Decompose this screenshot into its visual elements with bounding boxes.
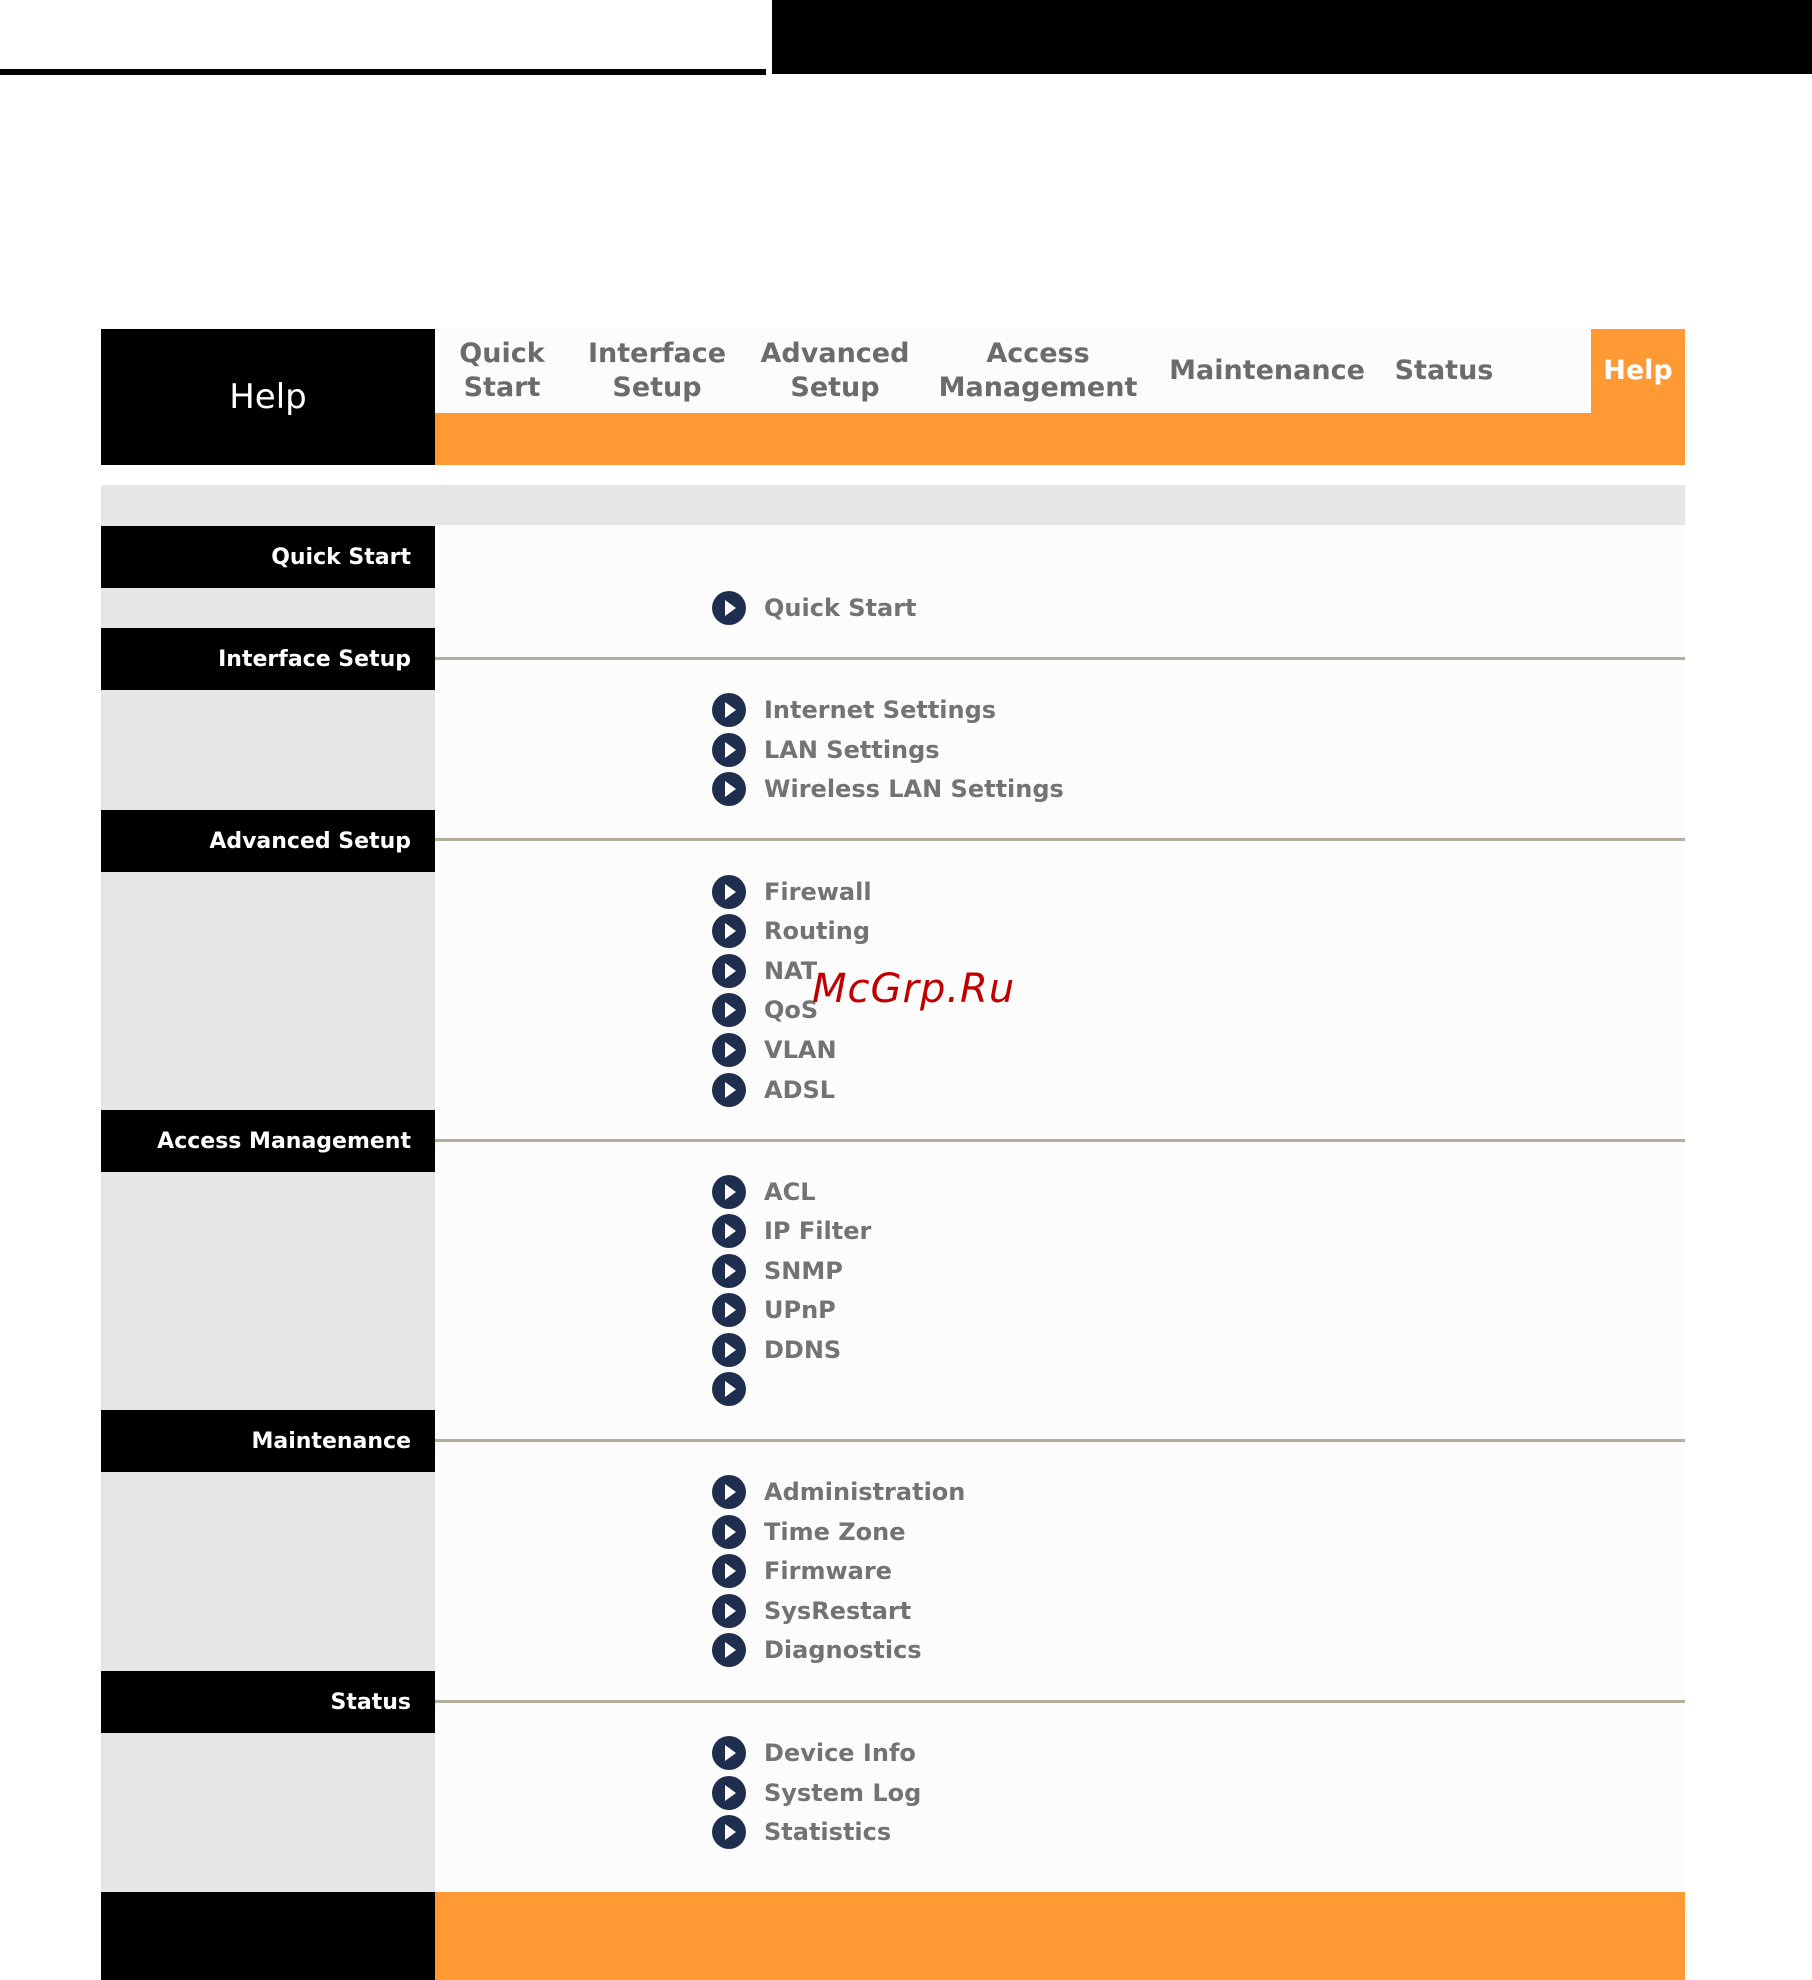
arrow-right-icon [712,1633,746,1667]
section-label-interface-setup: Interface Setup [101,628,435,690]
help-link-label: Firewall [764,878,872,906]
help-link-system-log[interactable] [712,1776,921,1810]
arrow-right-icon [712,733,746,767]
top-nav-subbar [435,413,1685,465]
help-link-label: LAN Settings [764,736,940,764]
help-link-firmware[interactable] [712,1554,892,1588]
help-link-device-info[interactable] [712,1736,916,1770]
help-link-label: QoS [764,996,819,1024]
help-link-unlabeled[interactable] [712,1372,764,1406]
arrow-right-icon [712,1372,746,1406]
content-area [435,525,1685,1892]
document-header-right [772,0,1812,74]
help-link-time-zone[interactable] [712,1515,906,1549]
tab-access-management[interactable]: Access Management [938,338,1138,403]
arrow-right-icon [712,1736,746,1770]
footer-bar [435,1892,1685,1980]
tab-quick-start[interactable]: Quick Start [459,338,545,403]
tab-interface-setup[interactable]: Interface Setup [587,338,727,403]
help-link-label: System Log [764,1779,922,1807]
arrow-right-icon [712,591,746,625]
help-link-label: UPnP [764,1296,836,1324]
help-link-label: Statistics [764,1818,892,1846]
help-link-label: Routing [764,917,871,945]
help-link-wireless-lan-settings[interactable] [712,772,1064,806]
help-link-label: Diagnostics [764,1636,922,1664]
arrow-right-icon [712,1815,746,1849]
help-link-routing[interactable] [712,914,870,948]
tab-help[interactable]: Help [1591,329,1685,413]
help-link-acl[interactable] [712,1175,815,1209]
help-link-label: Firmware [764,1557,892,1585]
arrow-right-icon [712,1033,746,1067]
arrow-right-icon [712,1475,746,1509]
help-link-vlan[interactable] [712,1033,837,1067]
help-link-nat[interactable] [712,954,817,988]
help-link-label: SNMP [764,1257,843,1285]
section-label-advanced-setup: Advanced Setup [101,810,435,872]
help-link-label: ADSL [764,1076,836,1104]
arrow-right-icon [712,1515,746,1549]
arrow-right-icon [712,954,746,988]
arrow-right-icon [712,693,746,727]
tab-status[interactable]: Status [1394,355,1494,386]
help-link-statistics[interactable] [712,1815,891,1849]
section-divider [435,1439,1685,1442]
help-link-label: VLAN [764,1036,837,1064]
section-divider [435,1700,1685,1703]
section-label-maintenance: Maintenance [101,1410,435,1472]
arrow-right-icon [712,1554,746,1588]
arrow-right-icon [712,1594,746,1628]
help-link-upnp[interactable] [712,1293,836,1327]
arrow-right-icon [712,1175,746,1209]
document-header-left [0,0,766,75]
arrow-right-icon [712,772,746,806]
arrow-right-icon [712,1214,746,1248]
help-link-internet-settings[interactable] [712,693,996,727]
help-link-quick-start[interactable] [712,591,917,625]
section-divider [435,657,1685,660]
page-title: Help [229,377,307,417]
help-link-adsl[interactable] [712,1073,835,1107]
section-label-access-management: Access Management [101,1110,435,1172]
arrow-right-icon [712,914,746,948]
help-link-ddns[interactable] [712,1333,841,1367]
help-link-label: IP Filter [764,1217,872,1245]
content-top-strip [101,485,1685,525]
section-label-quick-start: Quick Start [101,526,435,588]
arrow-right-icon [712,1333,746,1367]
help-link-diagnostics[interactable] [712,1633,922,1667]
help-link-snmp[interactable] [712,1254,843,1288]
arrow-right-icon [712,1073,746,1107]
arrow-right-icon [712,1293,746,1327]
help-link-label: Device Info [764,1739,916,1767]
help-link-administration[interactable] [712,1475,965,1509]
help-link-label: Time Zone [764,1518,906,1546]
help-link-label: SysRestart [764,1597,912,1625]
watermark: McGrp.Ru [812,966,1016,1012]
help-link-label: Administration [764,1478,966,1506]
help-link-ip-filter[interactable] [712,1214,871,1248]
help-link-label: DDNS [764,1336,842,1364]
arrow-right-icon [712,875,746,909]
arrow-right-icon [712,1776,746,1810]
section-divider [435,838,1685,841]
tab-maintenance[interactable]: Maintenance [1169,355,1365,386]
section-label-status: Status [101,1671,435,1733]
help-link-label: Quick Start [764,594,917,622]
help-link-label: NAT [764,957,818,985]
section-divider [435,1139,1685,1142]
tab-advanced-setup[interactable]: Advanced Setup [760,338,910,403]
help-link-label: Internet Settings [764,696,997,724]
help-link-lan-settings[interactable] [712,733,940,767]
footer-left [101,1892,435,1980]
help-link-label: Wireless LAN Settings [764,775,1064,803]
help-link-label: ACL [764,1178,816,1206]
arrow-right-icon [712,993,746,1027]
help-link-firewall[interactable] [712,875,872,909]
help-link-qos[interactable] [712,993,818,1027]
arrow-right-icon [712,1254,746,1288]
help-link-sysrestart[interactable] [712,1594,911,1628]
